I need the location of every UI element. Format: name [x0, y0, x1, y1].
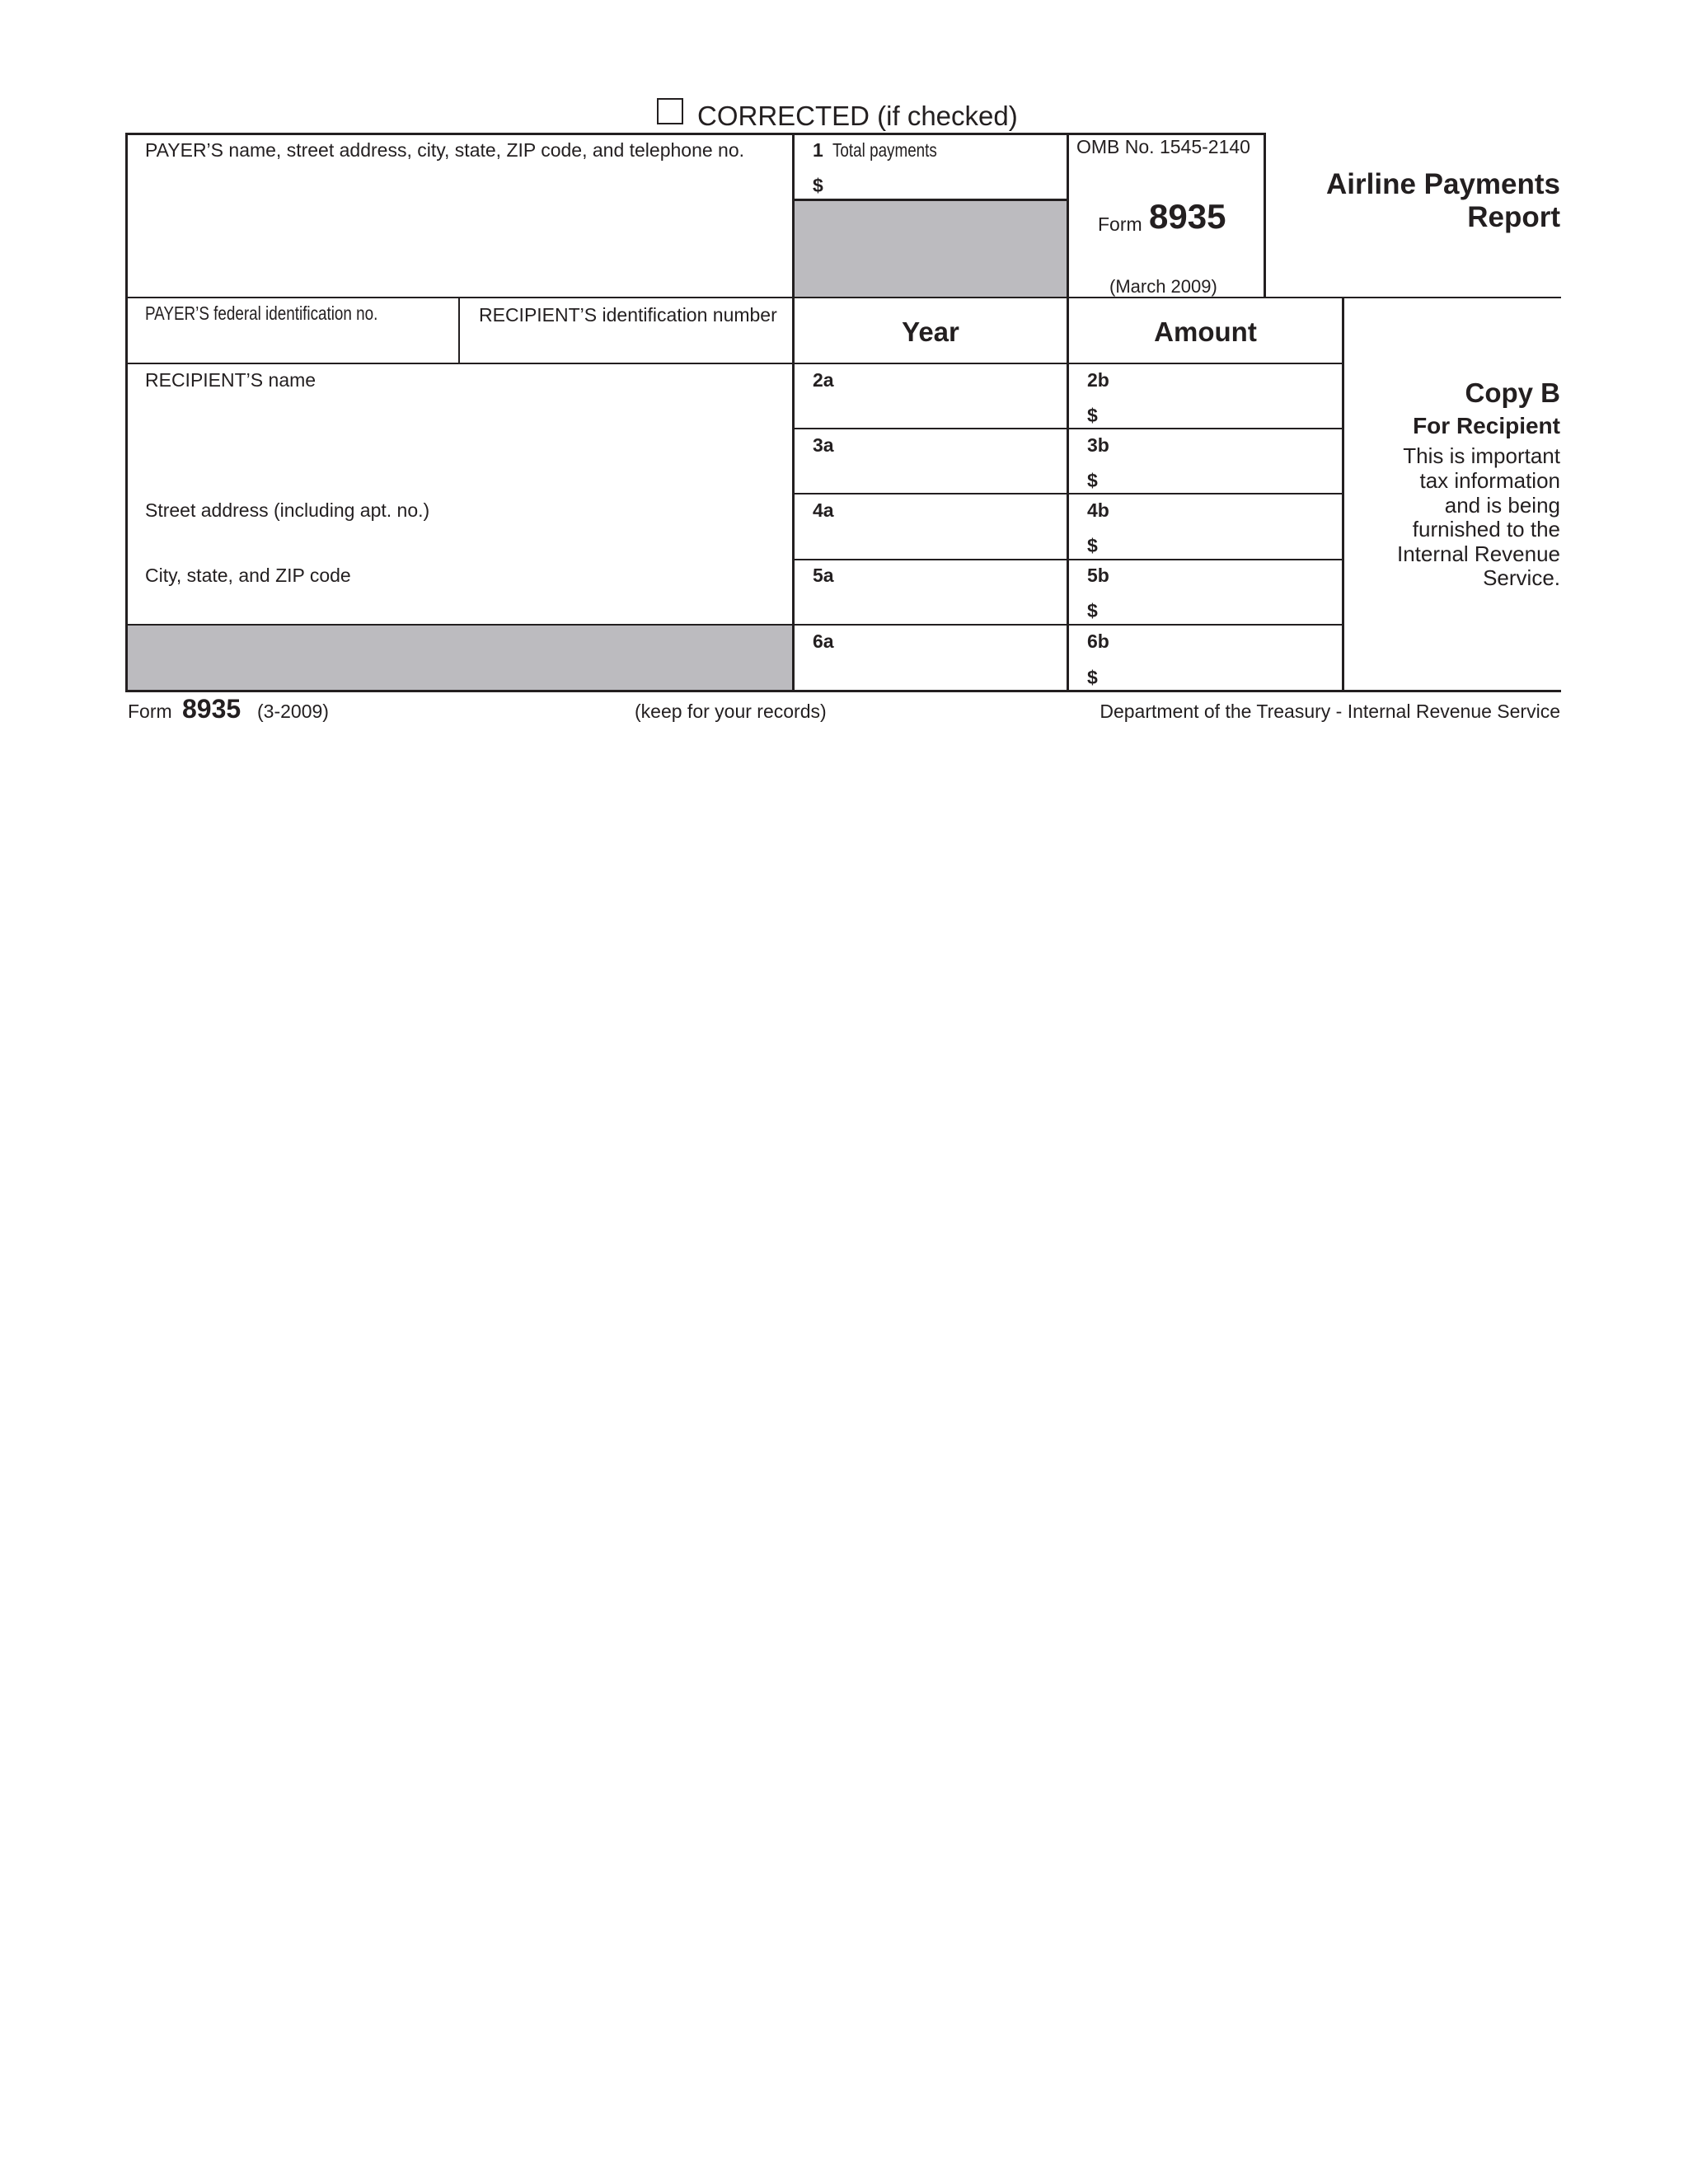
year-field-5a[interactable]	[796, 562, 1065, 623]
box-6b: 6b	[1087, 630, 1109, 652]
box1-dollar: $	[813, 175, 823, 196]
total-payments-field[interactable]	[828, 165, 1064, 198]
form-number: 8935	[1149, 197, 1226, 236]
recipient-id-label: RECIPIENT’S identification number	[479, 304, 777, 326]
omb-number: OMB No. 1545-2140	[1076, 136, 1250, 157]
footer-form-word: Form	[128, 701, 172, 722]
corrected-checkbox[interactable]	[657, 98, 683, 124]
year-field-4a[interactable]	[796, 496, 1065, 557]
grid-line	[1342, 297, 1344, 692]
copy-b-line: tax information	[1419, 468, 1560, 493]
box-4a: 4a	[813, 499, 834, 521]
box-5a: 5a	[813, 565, 834, 586]
amount-column-header: Amount	[1154, 316, 1257, 347]
dollar-2b: $	[1087, 405, 1098, 426]
copy-b-line: This is important	[1403, 443, 1560, 468]
form-word: Form	[1098, 213, 1142, 235]
payer-name-field[interactable]	[129, 165, 790, 295]
form-title-line2: Report	[1467, 201, 1560, 233]
payer-name-label: PAYER’S name, street address, city, state, ZIP code, and telephone no.	[145, 139, 745, 161]
grid-line	[125, 690, 1561, 692]
amount-field-3b[interactable]	[1104, 459, 1340, 492]
shaded-area-box1	[794, 200, 1068, 298]
box-6a: 6a	[813, 630, 834, 652]
street-address-label: Street address (including apt. no.)	[145, 499, 430, 521]
copy-b-line: Service.	[1483, 565, 1560, 590]
year-column-header: Year	[902, 316, 959, 347]
amount-field-6b[interactable]	[1104, 655, 1340, 688]
footer-form-number: 8935	[182, 694, 241, 724]
footer-revision: (3-2009)	[257, 701, 329, 722]
corrected-label: CORRECTED (if checked)	[697, 101, 1018, 131]
dollar-5b: $	[1087, 600, 1098, 621]
city-state-zip-label: City, state, and ZIP code	[145, 565, 351, 586]
grid-line	[125, 624, 1343, 626]
dollar-4b: $	[1087, 535, 1098, 556]
payer-fed-id-field[interactable]	[129, 326, 457, 361]
form-revision: (March 2009)	[1109, 276, 1217, 297]
recipient-name-label: RECIPIENT’S name	[145, 369, 316, 391]
grid-line	[125, 297, 1561, 298]
box-3b: 3b	[1087, 434, 1109, 456]
amount-field-4b[interactable]	[1104, 524, 1340, 557]
year-field-3a[interactable]	[796, 431, 1065, 492]
box-5b: 5b	[1087, 565, 1109, 586]
grid-line	[125, 363, 1343, 364]
recipient-name-field[interactable]	[129, 394, 790, 493]
amount-field-2b[interactable]	[1104, 394, 1340, 427]
payer-fed-id-label: PAYER’S federal identification no.	[145, 302, 378, 324]
shaded-area-recipient	[126, 626, 794, 691]
copy-b-subtitle: For Recipient	[1413, 413, 1560, 438]
dollar-6b: $	[1087, 667, 1098, 688]
grid-line	[125, 133, 128, 692]
street-address-field[interactable]	[129, 524, 790, 559]
box-3a: 3a	[813, 434, 834, 456]
copy-b-line: Internal Revenue	[1396, 541, 1560, 566]
grid-line	[793, 199, 1069, 201]
footer-department: Department of the Treasury - Internal Revenue Service	[1100, 701, 1560, 722]
footer-keep-records: (keep for your records)	[635, 701, 827, 722]
grid-line	[125, 133, 1265, 135]
grid-line	[1264, 133, 1266, 298]
box-4b: 4b	[1087, 499, 1109, 521]
amount-field-5b[interactable]	[1104, 589, 1340, 622]
box1-number: 1	[813, 139, 823, 161]
grid-line	[1067, 133, 1069, 692]
copy-b-title: Copy B	[1465, 377, 1560, 408]
copy-b-line: furnished to the	[1412, 517, 1560, 541]
box-2a: 2a	[813, 369, 834, 391]
dollar-3b: $	[1087, 470, 1098, 491]
box1-label: Total payments	[832, 139, 937, 161]
year-field-6a[interactable]	[796, 627, 1065, 688]
box-2b: 2b	[1087, 369, 1109, 391]
grid-line	[458, 297, 460, 364]
city-state-zip-field[interactable]	[129, 589, 790, 624]
form-title-line1: Airline Payments	[1326, 168, 1560, 200]
grid-line	[792, 133, 795, 692]
year-field-2a[interactable]	[796, 366, 1065, 427]
copy-b-line: and is being	[1444, 493, 1560, 518]
recipient-id-field[interactable]	[462, 328, 790, 361]
